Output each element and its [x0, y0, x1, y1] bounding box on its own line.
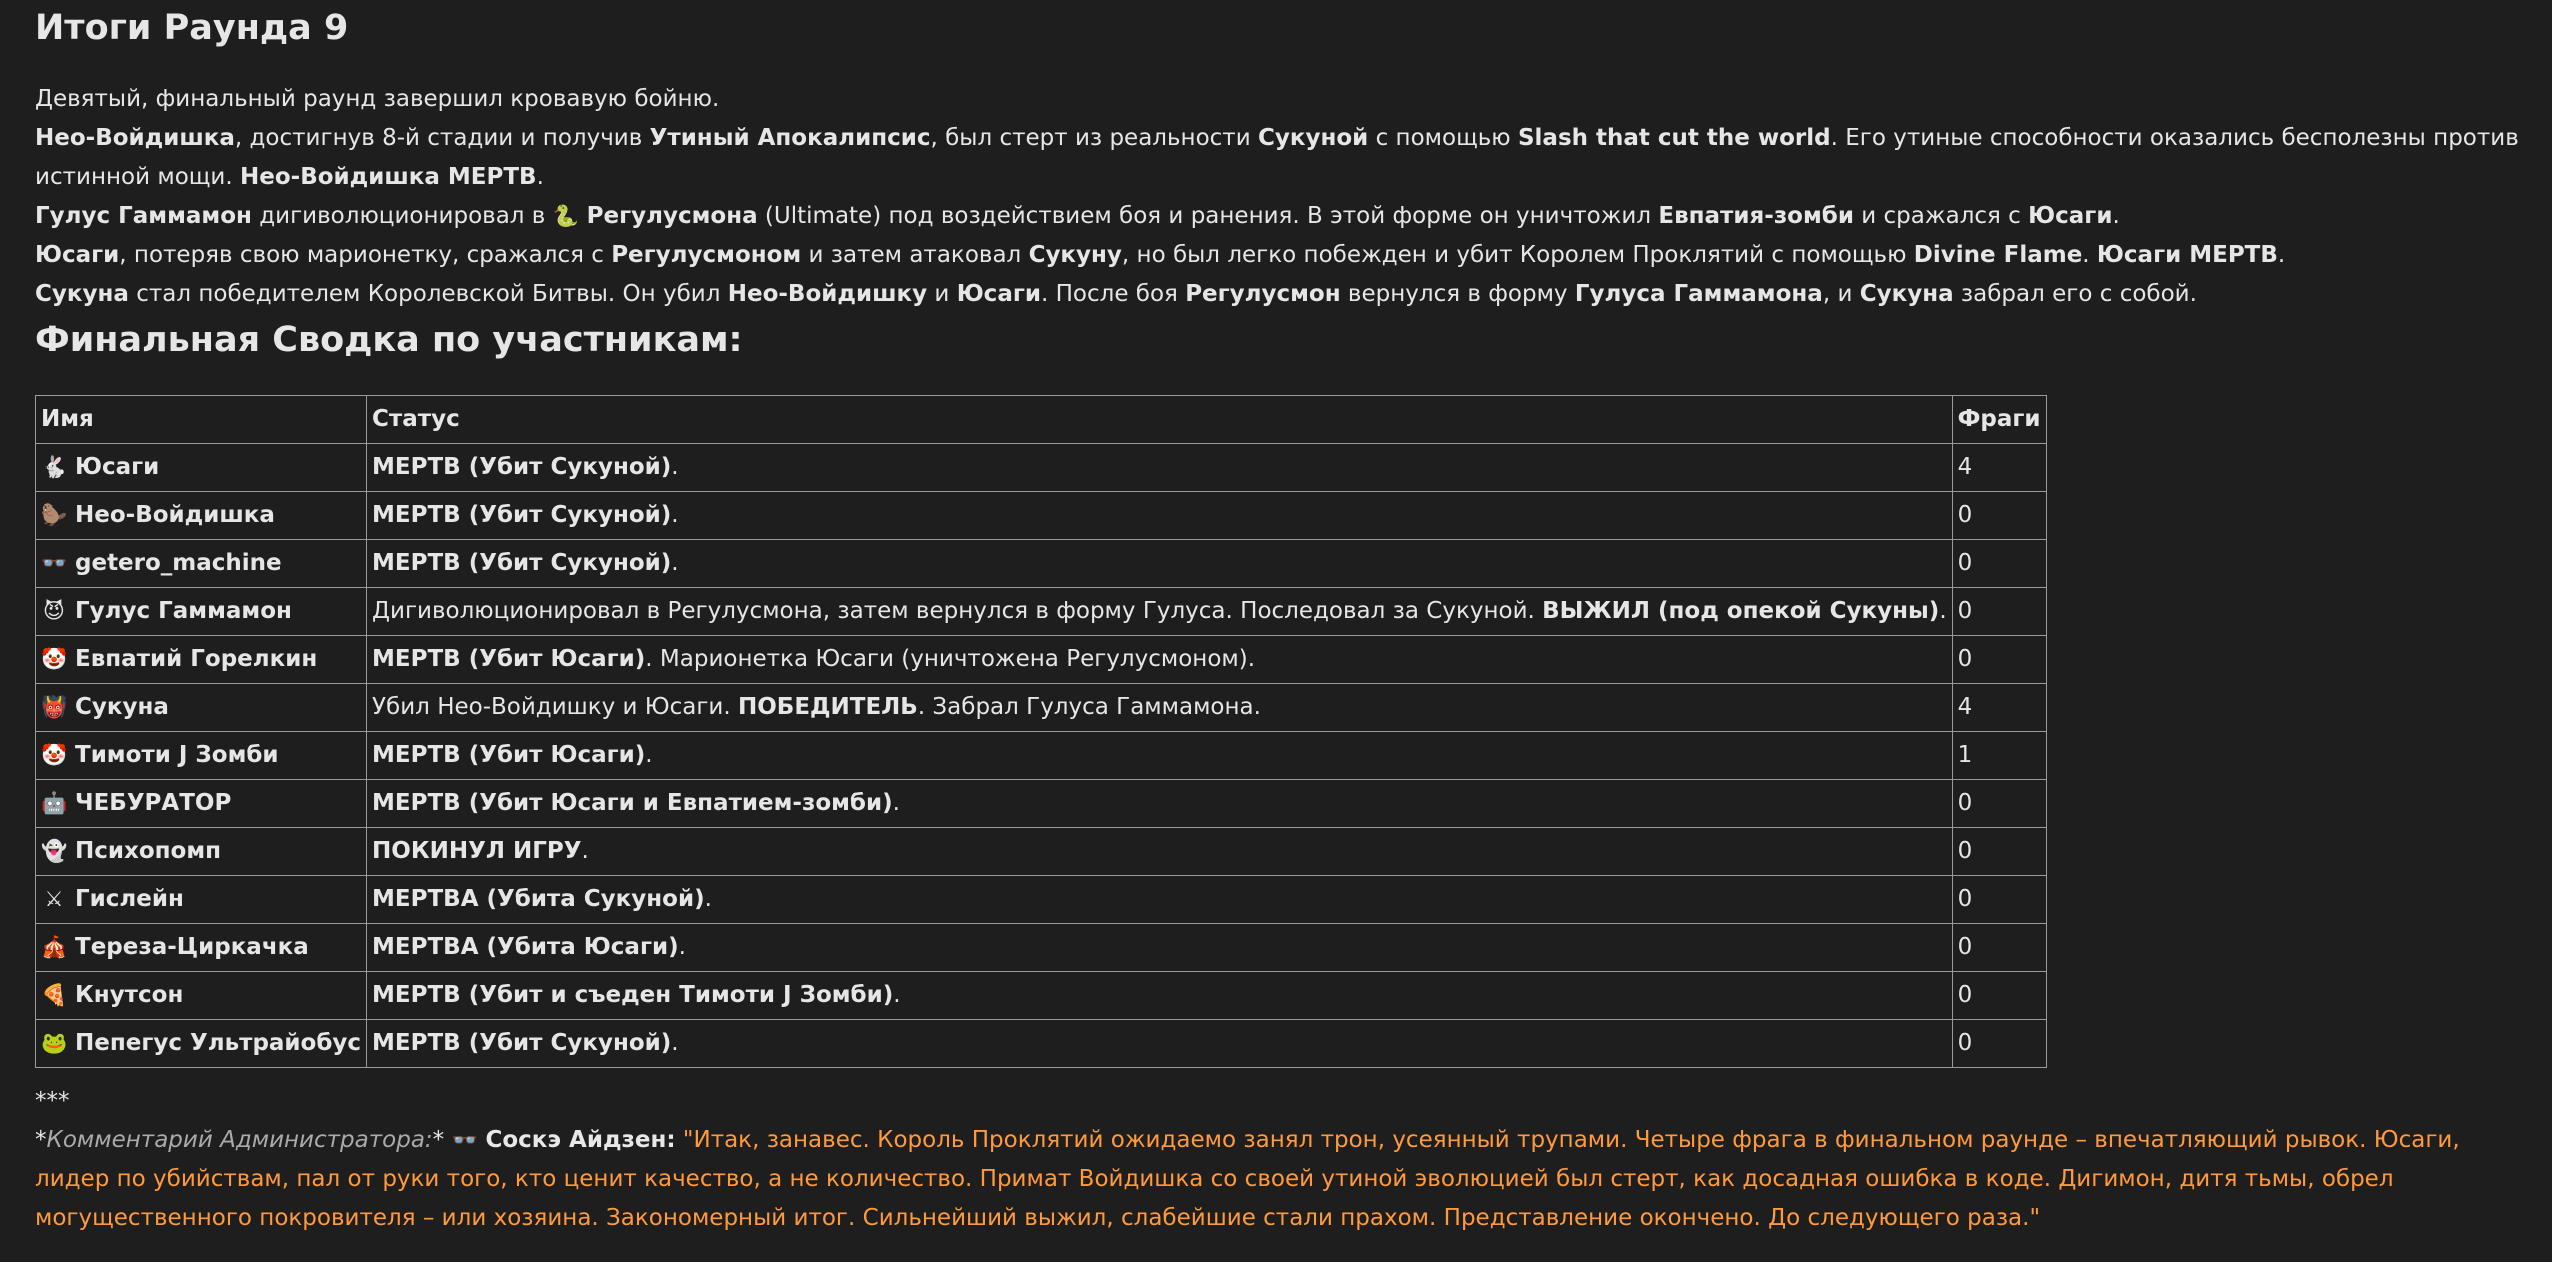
table-row — [36, 876, 2047, 924]
table-row — [36, 924, 2047, 972]
cell-status — [367, 684, 1953, 732]
round-paragraph-1 — [35, 119, 2535, 197]
status-text: . — [1939, 598, 1947, 624]
cell-status — [367, 588, 1953, 636]
participant-icon: 🤡 — [41, 743, 68, 767]
text: дигиволюционировал в — [251, 203, 553, 229]
participant-icon: 🤖 — [41, 791, 68, 815]
cell-status — [367, 972, 1953, 1020]
participant-icon: 🐇 — [41, 455, 68, 479]
cell-name — [36, 684, 367, 732]
cell-name — [36, 732, 367, 780]
participant-name: getero_machine — [75, 550, 282, 576]
cell-status — [367, 828, 1953, 876]
status-text: . Забрал Гулуса Гаммамона. — [917, 694, 1261, 720]
cell-frags: 0 — [1952, 924, 2046, 972]
participant-name: Нео-Войдишка — [75, 502, 275, 528]
participant-name: Сукуна — [75, 694, 169, 720]
status-text: . — [892, 790, 900, 816]
cell-name — [36, 972, 367, 1020]
status-text: . — [671, 502, 679, 528]
participant-icon: 🍕 — [41, 983, 68, 1007]
participant-icon: 🐸 — [41, 1031, 68, 1055]
table-row — [36, 780, 2047, 828]
cell-frags: 0 — [1952, 780, 2046, 828]
text: с помощью — [1368, 125, 1518, 151]
participant-name: Евпатий Горелкин — [75, 646, 318, 672]
status-text: . — [671, 550, 679, 576]
cell-frags: 0 — [1952, 492, 2046, 540]
status-text: Дигиволюционировал в Регулусмона, затем вернулся в форму Гулуса. Последовал за Сукуной. — [372, 598, 1543, 624]
text: (Ultimate) под воздействием боя и ранения. В этой форме он уничтожил — [757, 203, 1659, 229]
text-bold: Сукуна — [35, 281, 129, 307]
cell-status — [367, 492, 1953, 540]
status-text: . — [671, 454, 679, 480]
snake-icon: 🐍 — [552, 204, 579, 228]
cell-name — [36, 876, 367, 924]
status-bold: ВЫЖИЛ (под опекой Сукуны) — [1542, 598, 1940, 624]
table-row — [36, 972, 2047, 1020]
text-bold: Регулусмона — [586, 203, 758, 229]
participant-name: Тереза-Циркачка — [75, 934, 309, 960]
intro-paragraph: Девятый, финальный раунд завершил кровавую бойню. — [35, 86, 720, 112]
separator: *** — [35, 1088, 70, 1114]
participant-icon: 👻 — [41, 839, 68, 863]
text-bold: Регулусмон — [1185, 281, 1341, 307]
glasses-icon: 👓 — [451, 1128, 478, 1152]
header-name: Имя — [36, 396, 367, 444]
cell-name — [36, 444, 367, 492]
text-bold: Сукуну — [1028, 242, 1122, 268]
text: и сражался с — [1853, 203, 2029, 229]
text: стал победителем Королевской Битвы. Он убил — [128, 281, 728, 307]
admin-comment — [35, 1121, 2535, 1238]
status-text: . — [678, 934, 686, 960]
text: и затем атаковал — [801, 242, 1029, 268]
cell-frags: 0 — [1952, 828, 2046, 876]
cell-status — [367, 636, 1953, 684]
cell-frags: 0 — [1952, 636, 2046, 684]
text-bold: Сукуной — [1257, 125, 1369, 151]
participant-name: Юсаги — [75, 454, 160, 480]
cell-status — [367, 1020, 1953, 1068]
text-bold: Евпатия-зомби — [1658, 203, 1854, 229]
text-bold: Юсаги — [35, 242, 120, 268]
table-row — [36, 732, 2047, 780]
header-status: Статус — [367, 396, 1953, 444]
participant-icon: 🤡 — [41, 647, 68, 671]
cell-name — [36, 1020, 367, 1068]
text: . После боя — [1040, 281, 1186, 307]
text: * — [35, 1127, 47, 1153]
cell-name — [36, 636, 367, 684]
table-header-row — [36, 396, 2047, 444]
cell-frags: 0 — [1952, 876, 2046, 924]
status-text: . Марионетка Юсаги (уничтожена Регулусмоном). — [645, 646, 1256, 672]
participant-name: Тимоти J Зомби — [75, 742, 279, 768]
admin-name: Соскэ Айдзен: — [485, 1127, 676, 1153]
text-bold: Юсаги — [2028, 203, 2113, 229]
text-bold: Slash that cut the world — [1517, 125, 1831, 151]
status-bold: МЕРТВ (Убит Сукуной) — [372, 1030, 672, 1056]
text: , но был легко побежден и убит Королем Проклятий с помощью — [1121, 242, 1914, 268]
text: . Его утиные способности оказались бесполезны против истинной мощи. — [35, 125, 2519, 190]
table-row — [36, 828, 2047, 876]
text: и — [927, 281, 957, 307]
cell-name — [36, 828, 367, 876]
text: , достигнув 8-й стадии и получив — [234, 125, 650, 151]
summary-title: Финальная Сводка по участникам: — [35, 320, 743, 360]
table-row — [36, 492, 2047, 540]
participants-table — [35, 395, 2047, 1068]
cell-frags: 1 — [1952, 732, 2046, 780]
cell-status — [367, 444, 1953, 492]
status-bold: МЕРТВ (Убит Юсаги и Евпатием-зомби) — [372, 790, 893, 816]
participant-icon: 🦫 — [41, 503, 68, 527]
status-text: . — [581, 838, 589, 864]
cell-status — [367, 780, 1953, 828]
cell-status — [367, 540, 1953, 588]
participant-icon: 👹 — [41, 695, 68, 719]
cell-frags: 4 — [1952, 444, 2046, 492]
cell-name — [36, 540, 367, 588]
status-text: . — [893, 982, 901, 1008]
cell-name — [36, 924, 367, 972]
participant-name: Пепегус Ультрайобус — [75, 1030, 362, 1056]
status-bold: МЕРТВА (Убита Юсаги) — [372, 934, 679, 960]
participant-name: Гислейн — [75, 886, 184, 912]
table-row — [36, 636, 2047, 684]
status-bold: МЕРТВ (Убит Юсаги) — [372, 742, 646, 768]
status-bold: МЕРТВ (Убит Сукуной) — [372, 550, 672, 576]
text-bold: Утиный Апокалипсис — [649, 125, 931, 151]
table-row — [36, 588, 2047, 636]
participant-icon: 😈 — [43, 599, 65, 623]
participant-name: ЧЕБУРАТОР — [75, 790, 232, 816]
text-bold: Нео-Войдишку — [727, 281, 928, 307]
page-content — [35, 0, 2535, 1238]
status-bold: МЕРТВ (Убит Сукуной) — [372, 454, 672, 480]
text-bold: Сукуна — [1859, 281, 1954, 307]
cell-frags: 0 — [1952, 540, 2046, 588]
round-paragraph-2 — [35, 197, 2535, 236]
table-row — [36, 540, 2047, 588]
cell-frags: 4 — [1952, 684, 2046, 732]
text-bold: Регулусмоном — [611, 242, 802, 268]
round-paragraph-4 — [35, 275, 2535, 314]
round-paragraph-3 — [35, 236, 2535, 275]
text: . — [2277, 242, 2286, 268]
cell-name — [36, 780, 367, 828]
cell-frags: 0 — [1952, 972, 2046, 1020]
text-bold: Юсаги — [956, 281, 1041, 307]
page-title: Итоги Раунда 9 — [35, 8, 349, 48]
status-text: Убил Нео-Войдишку и Юсаги. — [372, 694, 738, 720]
table-row — [36, 444, 2047, 492]
status-text: . — [671, 1030, 679, 1056]
text-bold: Нео-Войдишка МЕРТВ — [240, 164, 537, 190]
text: , и — [1822, 281, 1860, 307]
participant-icon: ⚔ — [44, 887, 64, 911]
status-bold: ПОКИНУЛ ИГРУ — [372, 838, 582, 864]
cell-name — [36, 492, 367, 540]
cell-name — [36, 588, 367, 636]
table-row — [36, 684, 2047, 732]
cell-status — [367, 876, 1953, 924]
participant-name: Психопомп — [75, 838, 222, 864]
status-bold: ПОБЕДИТЕЛЬ — [738, 694, 918, 720]
admin-label: Комментарий Администратора: — [46, 1127, 433, 1153]
table-row — [36, 1020, 2047, 1068]
status-bold: МЕРТВ (Убит Юсаги) — [372, 646, 646, 672]
text: . — [536, 164, 544, 190]
cell-status — [367, 732, 1953, 780]
admin-quote: "Итак, занавес. Король Проклятий ожидаемо занял трон, усеянный трупами. Четыре фрага в финальном раунде – впечатляющий рывок. Юсаги, лидер по убийствам, пал от руки того, кто ценит качество, а не количество. Примат Войдишка со своей утиной эволюцией был стерт, как досадная ошибка в коде. Дигимон, дитя тьмы, обрел могущественного покровителя – или хозяина. Закономерный итог. Сильнейший выжил, слабейшие стали прахом. Представление окончено. До следующего раза." — [35, 1127, 2460, 1231]
cell-frags: 0 — [1952, 588, 2046, 636]
text-bold: Гулуса Гаммамона — [1574, 281, 1823, 307]
participant-name: Гулус Гаммамон — [75, 598, 292, 624]
participant-icon: 🎪 — [41, 935, 68, 959]
text: забрал его с собой. — [1953, 281, 2197, 307]
status-bold: МЕРТВ (Убит Сукуной) — [372, 502, 672, 528]
text-bold: Divine Flame — [1913, 242, 2083, 268]
participant-name: Кнутсон — [75, 982, 184, 1008]
text: * — [432, 1127, 445, 1153]
text: . — [2082, 242, 2097, 268]
text-bold: Юсаги МЕРТВ — [2096, 242, 2278, 268]
cell-status — [367, 924, 1953, 972]
status-bold: МЕРТВА (Убита Сукуной) — [372, 886, 705, 912]
text: , потеряв свою марионетку, сражался с — [119, 242, 612, 268]
status-text: . — [704, 886, 712, 912]
text: вернулся в форму — [1340, 281, 1575, 307]
status-bold: МЕРТВ (Убит и съеден Тимоти J Зомби) — [372, 982, 894, 1008]
text: . — [2112, 203, 2120, 229]
participant-icon: 👓 — [41, 551, 68, 575]
text: , был стерт из реальности — [930, 125, 1258, 151]
cell-frags: 0 — [1952, 1020, 2046, 1068]
header-frags: Фраги — [1952, 396, 2046, 444]
status-text: . — [645, 742, 653, 768]
text-bold: Гулус Гаммамон — [35, 203, 252, 229]
text-bold: Нео-Войдишка — [35, 125, 235, 151]
